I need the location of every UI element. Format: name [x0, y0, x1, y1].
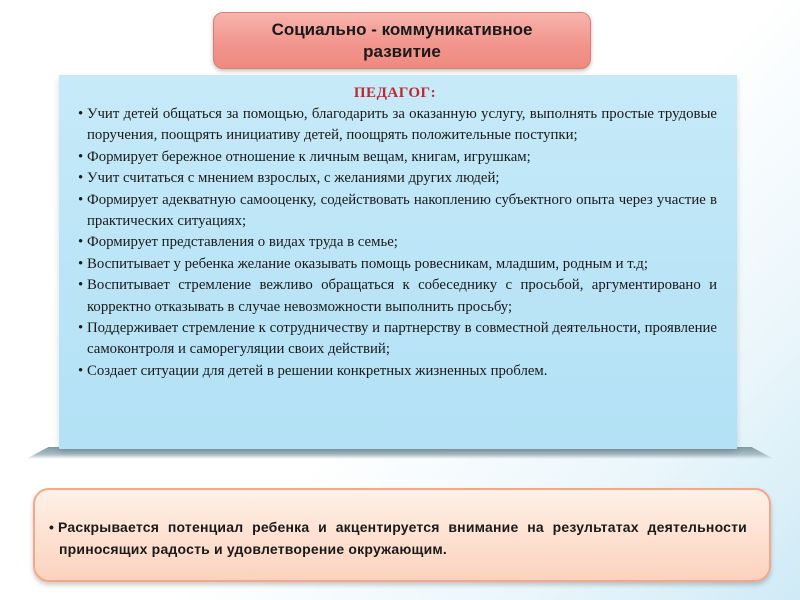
bullet-icon: • [78, 191, 84, 208]
list-item-text: Воспитывает стремление вежливо обращаться к собеседнику с просьбой, аргументировано и корректно отказывать в случае невозможности выполнить просьбу; [87, 277, 717, 315]
bullet-icon: • [78, 106, 84, 122]
list-item-text: Поддерживает стремление к сотрудничеству и партнерству в совместной деятельности, проявление самоконтроля и саморегуляции своих действий; [87, 320, 717, 358]
slide-title: Социально - коммуникативное развитие [213, 12, 591, 69]
list-item-text: Формирует бережное отношение к личным вещам, книгам, игрушкам; [87, 148, 531, 165]
teacher-content-panel [59, 75, 737, 449]
summary-text: Раскрывается потенциал ребенка и акцентируется внимание на результатах деятельности приносящих радость и удовлетворение окружающим. [58, 519, 747, 557]
bullet-icon: • [78, 362, 84, 379]
list-item-text: Создает ситуации для детей в решении конкретных жизненных проблем. [87, 362, 548, 379]
bullet-icon: • [78, 234, 84, 251]
bullet-icon: • [78, 320, 84, 337]
list-item-text: Формирует представления о видах труда в семье; [87, 234, 398, 251]
bullet-icon: • [78, 148, 84, 165]
summary-panel [33, 488, 771, 582]
teacher-header: ПЕДАГОГ: [353, 85, 437, 101]
list-item [73, 318, 717, 361]
list-item [73, 361, 717, 382]
teacher-items-list [73, 104, 717, 382]
list-item [73, 104, 717, 147]
summary-item [47, 516, 747, 560]
bullet-icon: • [78, 170, 84, 187]
bullet-icon: • [49, 519, 55, 535]
bullet-icon: • [78, 255, 84, 272]
list-item [73, 168, 717, 189]
list-item-text: Формирует адекватную самооценку, содействовать накоплению субъектного опыта через участие в практических ситуациях; [87, 191, 717, 230]
list-item [73, 254, 717, 275]
list-item [73, 275, 717, 318]
list-item [73, 232, 717, 253]
list-item-text: Воспитывает у ребенка желание оказывать помощь ровесникам, младшим, родным и т.д; [87, 255, 648, 272]
list-item-text: Учит считаться с мнением взрослых, с желаниями других людей; [87, 170, 500, 187]
list-item [73, 147, 717, 168]
list-item [73, 190, 717, 233]
list-item-text: Учит детей общаться за помощью, благодарить за оказанную услугу, выполнять простые трудовые поручения, поощрять инициативу детей, поощрять положительные поступки; [87, 106, 717, 144]
bullet-icon: • [78, 277, 84, 294]
